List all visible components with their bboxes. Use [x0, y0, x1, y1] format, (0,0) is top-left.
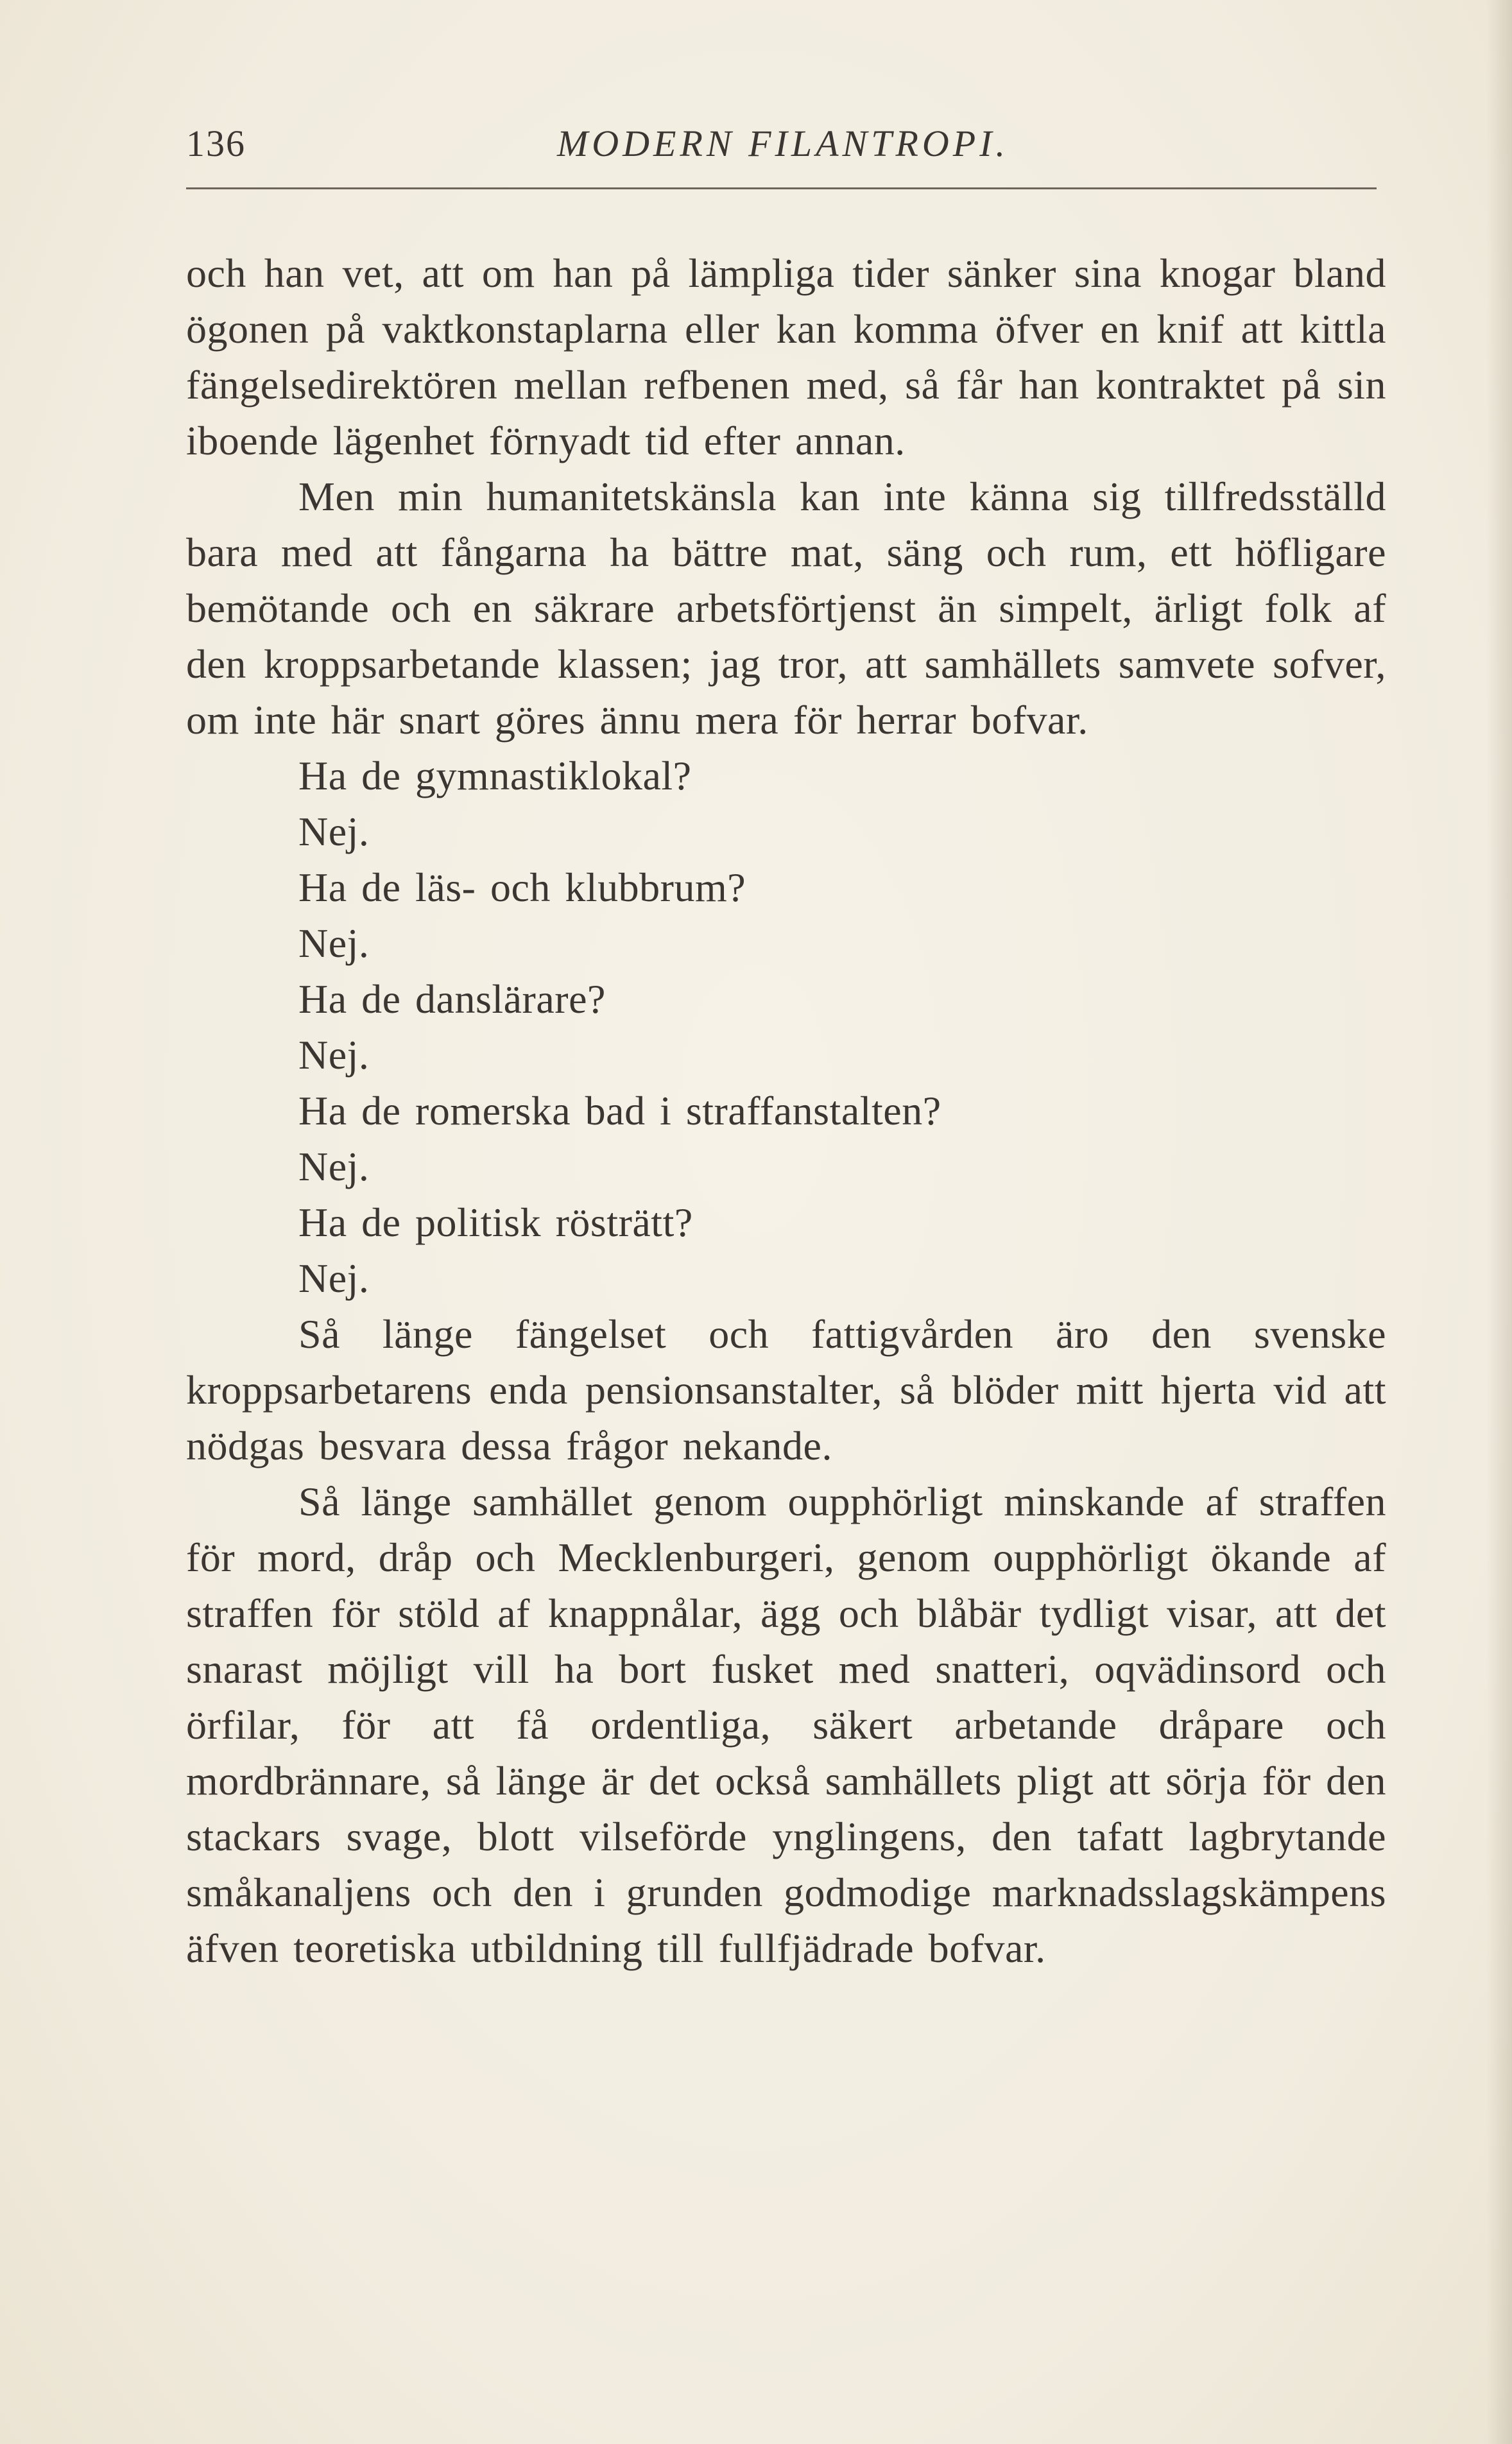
dialogue-answer: Nej.	[298, 1032, 370, 1078]
header-rule	[186, 187, 1377, 189]
paragraph-continued: och han vet, att om han på lämpliga tider sänker sina knogar bland ögonen på vaktkonstaplarna eller kan komma öfver en knif att kittla fängelsedirektören mellan refbenen med, så får han kontraktet på sin iboende lägenhet förnyadt tid efter annan.	[186, 250, 1386, 463]
dialogue-question: Ha de politisk rösträtt?	[298, 1200, 693, 1245]
dialogue-question: Ha de romerska bad i straffanstalten?	[298, 1088, 941, 1133]
dialogue-question: Ha de läs- och klubbrum?	[298, 865, 746, 910]
dialogue-answer: Nej.	[298, 809, 370, 854]
dialogue-question: Ha de danslärare?	[298, 976, 606, 1022]
dialogue-answer: Nej.	[298, 920, 370, 966]
dialogue-question: Ha de gymnastiklokal?	[298, 753, 692, 798]
dialogue-answer: Nej.	[298, 1255, 370, 1301]
body-text	[186, 245, 1386, 1976]
paragraph-fangelset: Så länge fängelset och fattigvården äro den svenske kroppsarbetarens enda pensionsanstalter, så blöder mitt hjerta vid att nödgas besvara dessa frågor nekande.	[186, 1311, 1386, 1468]
paragraph-humanitet: Men min humanitetskänsla kan inte känna sig tillfredsställd bara med att fångarna ha bättre mat, säng och rum, ett höfligare bemötande och en säkrare arbetsförtjenst än simpelt, ärligt folk af den kroppsarbetande klassen; jag tror, att samhällets samvete sofver, om inte här snart göres ännu mera för herrar bofvar.	[186, 474, 1386, 743]
dialogue-answer: Nej.	[298, 1144, 370, 1189]
page-edge-shadow	[1486, 0, 1512, 2444]
running-title: MODERN FILANTROPI.	[556, 123, 1009, 164]
page-number: 136	[186, 123, 246, 164]
paragraph-samhallet: Så länge samhället genom oupphörligt minskande af straffen för mord, dråp och Mecklenburgeri, genom oupphörligt ökande af straffen för stöld af knappnålar, ägg och blåbär tydligt visar, att det snarast möjligt vill ha bort fusket med snatteri, oqvädinsord och örfilar, för att få ordentliga, säkert arbetande dråpare och mordbrännare, så länge är det också samhällets pligt att sörja för den stackars svage, blott vilseförde ynglingens, den tafatt lagbrytande småkanaljens och den i grunden godmodige marknadsslagskämpens äfven teoretiska utbildning till fullfjädrade bofvar.	[186, 1479, 1386, 1971]
page-header	[186, 116, 1380, 186]
